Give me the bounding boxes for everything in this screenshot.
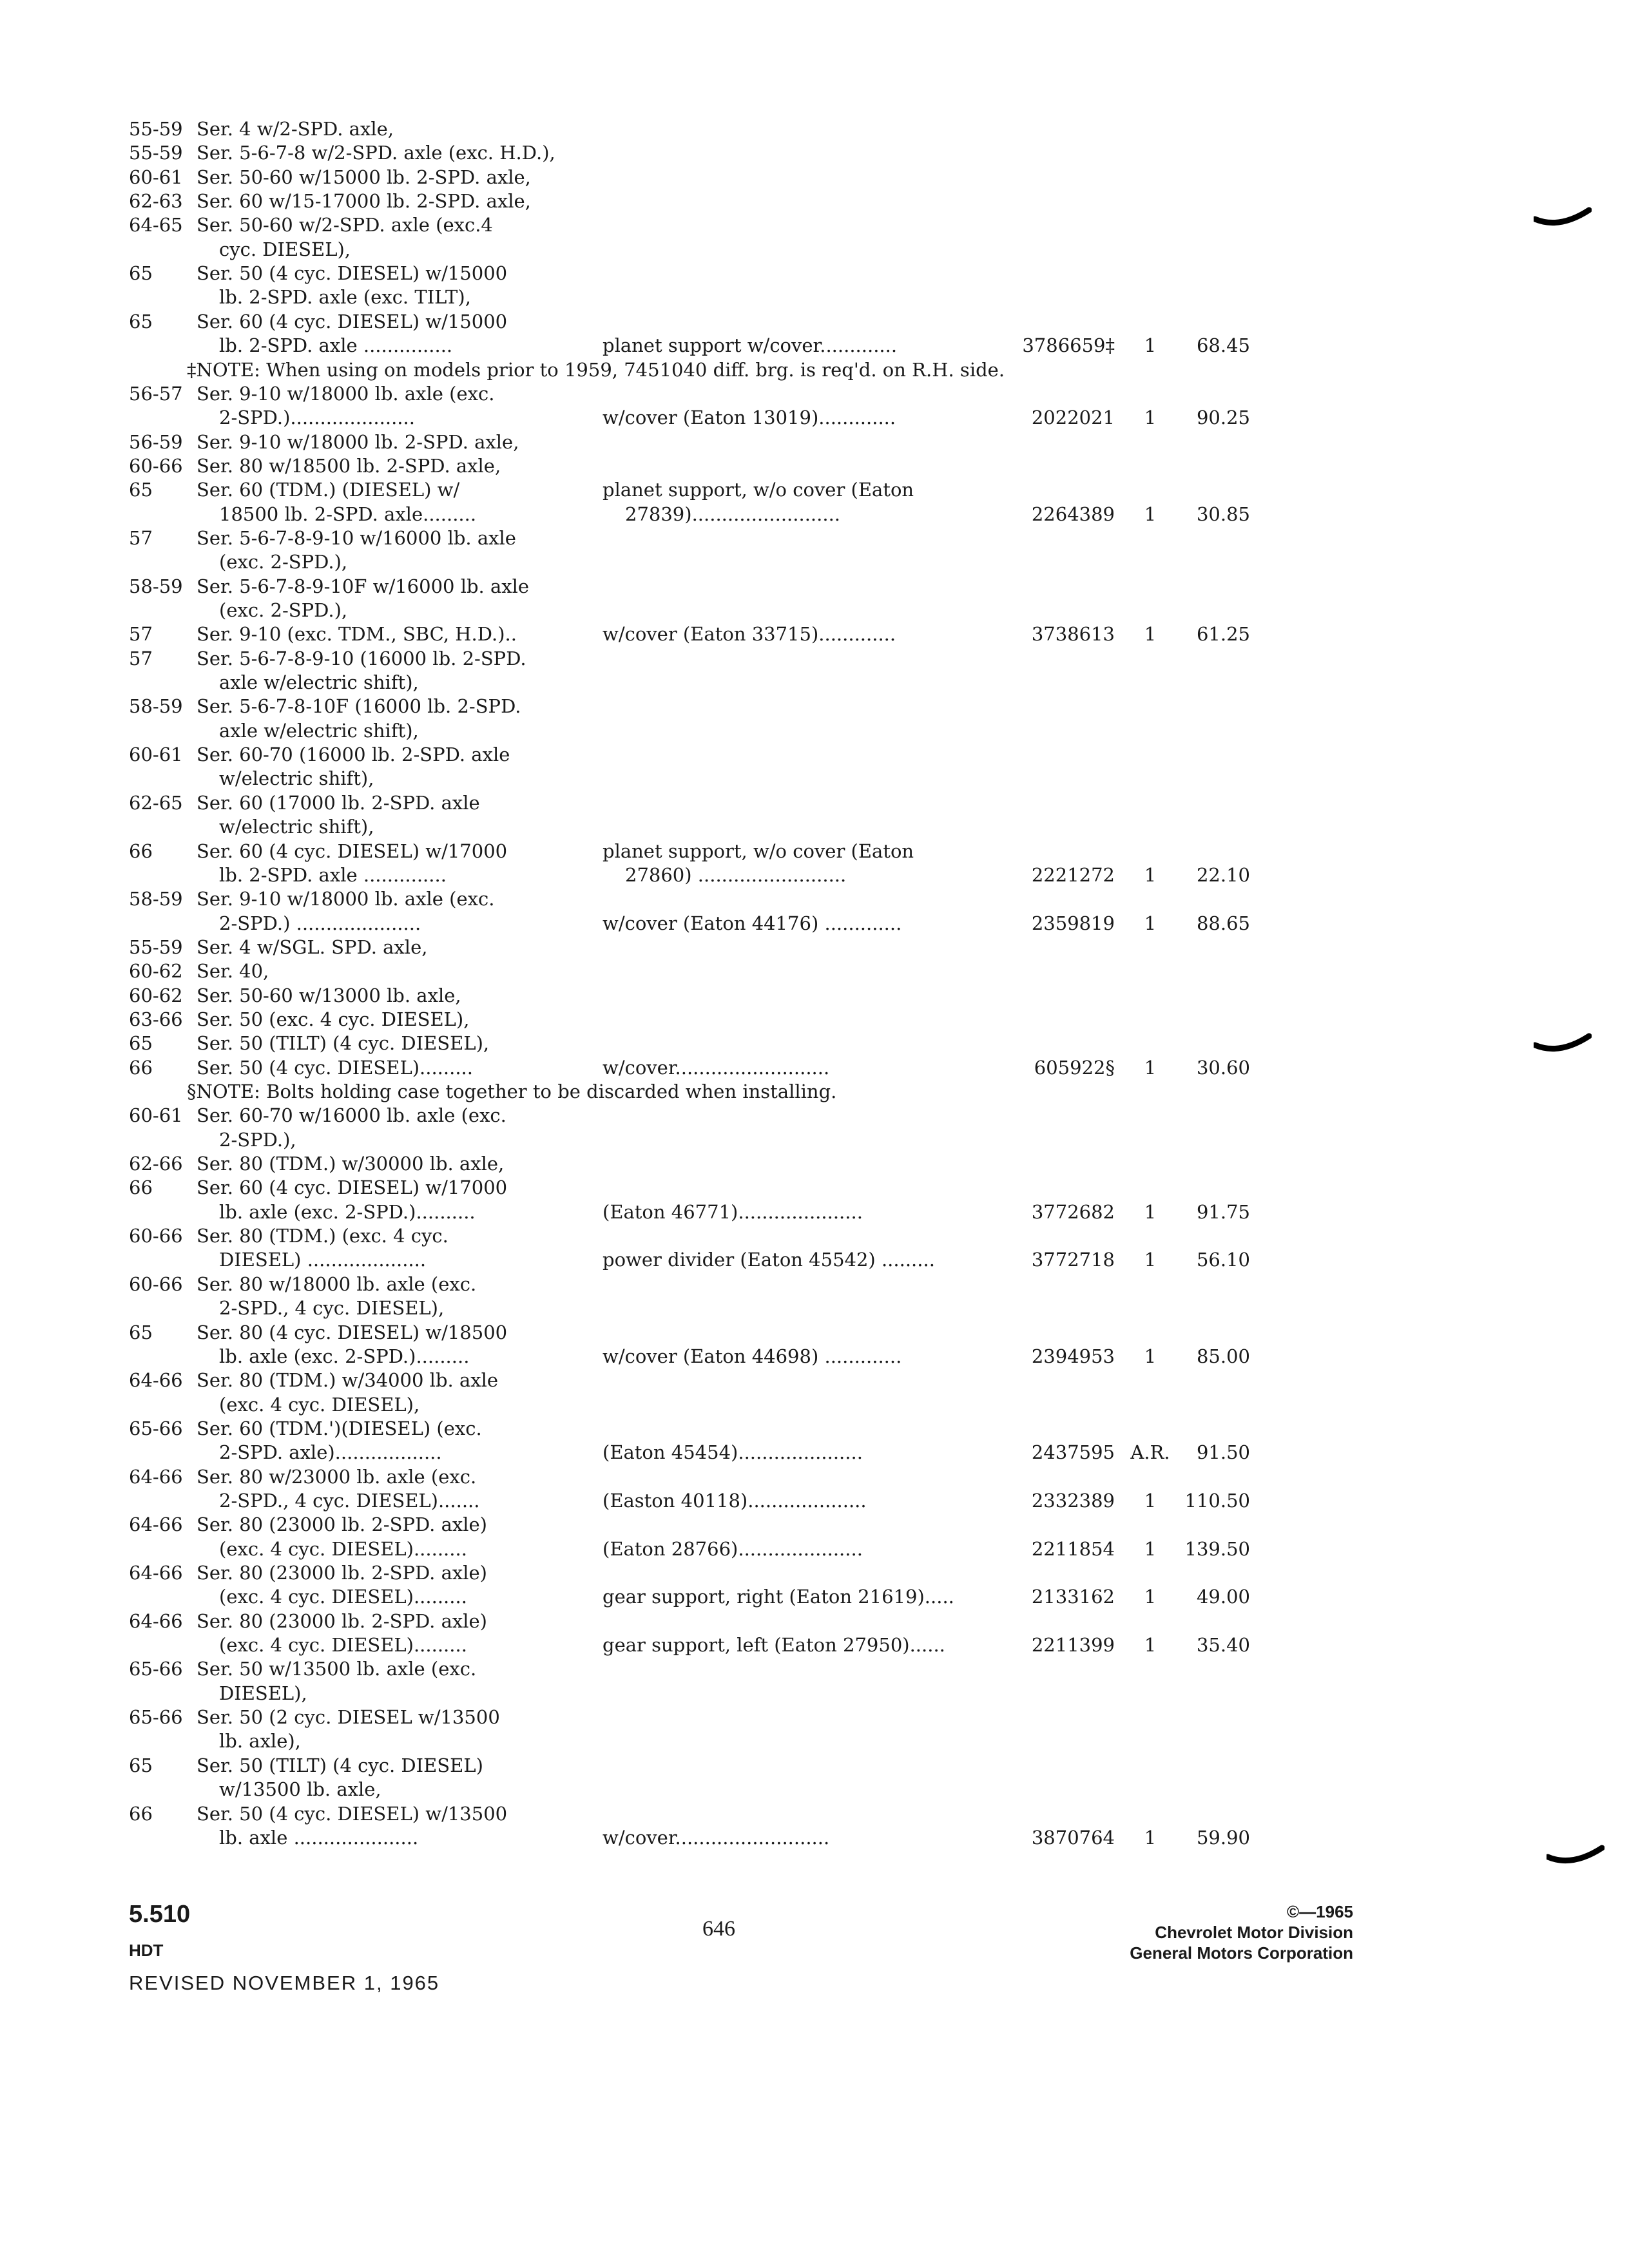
page-number: 646 [702, 1917, 735, 1941]
list-price: 22.10 [1196, 864, 1250, 886]
model-application: Ser. 50 w/13500 lb. axle (exc. [197, 1658, 477, 1680]
model-years: 60-61 [129, 166, 183, 188]
model-application: Ser. 50 (2 cyc. DIESEL w/13500 [197, 1706, 500, 1728]
part-number: 2133162 [1031, 1586, 1115, 1608]
part-description: planet support, w/o cover (Eaton [602, 840, 914, 862]
model-years: 64-66 [129, 1610, 183, 1632]
model-years: 57 [129, 623, 153, 645]
part-description: planet support w/cover............. [602, 334, 898, 356]
quantity: 1 [1144, 623, 1157, 645]
list-price: 30.60 [1196, 1057, 1250, 1079]
model-application: DIESEL), [219, 1682, 307, 1704]
quantity: 1 [1144, 864, 1157, 886]
model-application: Ser. 9-10 (exc. TDM., SBC, H.D.).. [197, 623, 517, 645]
model-years: 60-62 [129, 960, 183, 982]
part-number: 3738613 [1031, 623, 1115, 645]
model-application: w/13500 lb. axle, [219, 1778, 381, 1800]
model-application: Ser. 80 w/18500 lb. 2-SPD. axle, [197, 455, 501, 477]
model-application: 2-SPD.) ..................... [219, 912, 421, 934]
model-years: 65 [129, 479, 153, 501]
part-description: power divider (Eaton 45542) ......... [602, 1249, 935, 1271]
part-number: 2359819 [1031, 912, 1115, 934]
model-years: 60-66 [129, 1273, 183, 1295]
part-description: (Eaton 28766)..................... [602, 1538, 863, 1560]
model-application: Ser. 9-10 w/18000 lb. axle (exc. [197, 888, 495, 910]
model-years: 64-65 [129, 214, 183, 236]
part-number: 2437595 [1031, 1441, 1115, 1463]
model-application: Ser. 50 (4 cyc. DIESEL) w/13500 [197, 1803, 508, 1825]
model-application: (exc. 4 cyc. DIESEL), [219, 1394, 420, 1416]
model-years: 65 [129, 262, 153, 284]
part-description: w/cover (Eaton 44176) ............. [602, 912, 902, 934]
model-application: (exc. 4 cyc. DIESEL)......... [219, 1538, 467, 1560]
model-years: 66 [129, 1803, 153, 1825]
list-price: 30.85 [1196, 503, 1250, 525]
part-description: gear support, left (Eaton 27950)...... [602, 1634, 945, 1656]
model-application: Ser. 60 (TDM.) (DIESEL) w/ [197, 479, 460, 501]
model-application: Ser. 60 w/15-17000 lb. 2-SPD. axle, [197, 190, 531, 212]
publisher-division: Chevrolet Motor Division [1155, 1923, 1353, 1942]
model-years: 58-59 [129, 575, 183, 597]
part-number: 3772682 [1031, 1201, 1115, 1223]
model-application: 2-SPD., 4 cyc. DIESEL), [219, 1297, 445, 1319]
model-application: Ser. 40, [197, 960, 269, 982]
model-application: lb. axle (exc. 2-SPD.).......... [219, 1201, 476, 1223]
model-application: Ser. 80 w/23000 lb. axle (exc. [197, 1466, 477, 1488]
model-years: 55-59 [129, 936, 183, 958]
quantity: 1 [1144, 1634, 1157, 1656]
list-price: 91.75 [1196, 1201, 1250, 1223]
model-application: Ser. 60 (TDM.')(DIESEL) (exc. [197, 1418, 482, 1439]
model-application: Ser. 80 (23000 lb. 2-SPD. axle) [197, 1610, 488, 1632]
quantity: 1 [1144, 1249, 1157, 1271]
model-years: 58-59 [129, 695, 183, 717]
model-years: 64-66 [129, 1369, 183, 1391]
list-price: 35.40 [1196, 1634, 1250, 1656]
part-number: 2211854 [1031, 1538, 1115, 1560]
binder-mark-middle [1534, 1031, 1592, 1057]
model-application: cyc. DIESEL), [219, 238, 351, 260]
section-number: 5.510 [129, 1901, 191, 1928]
model-application: Ser. 5-6-7-8-9-10 w/16000 lb. axle [197, 527, 516, 549]
part-number: 3870764 [1031, 1827, 1115, 1849]
publisher-corporation: General Motors Corporation [1130, 1943, 1353, 1963]
model-application: w/electric shift), [219, 816, 374, 838]
quantity: 1 [1144, 1057, 1157, 1079]
model-application: Ser. 60-70 (16000 lb. 2-SPD. axle [197, 744, 510, 765]
model-application: Ser. 9-10 w/18000 lb. 2-SPD. axle, [197, 431, 519, 453]
model-years: 56-57 [129, 383, 183, 405]
model-application: Ser. 50 (TILT) (4 cyc. DIESEL) [197, 1754, 483, 1776]
list-price: 90.25 [1196, 407, 1250, 428]
model-years: 57 [129, 527, 153, 549]
model-application: lb. axle), [219, 1730, 301, 1752]
model-years: 56-59 [129, 431, 183, 453]
binder-mark-top [1534, 205, 1592, 231]
model-application: Ser. 5-6-7-8 w/2-SPD. axle (exc. H.D.), [197, 142, 555, 164]
model-application: Ser. 80 (TDM.) (exc. 4 cyc. [197, 1225, 448, 1247]
model-application: Ser. 5-6-7-8-9-10 (16000 lb. 2-SPD. [197, 648, 526, 669]
model-years: 55-59 [129, 118, 183, 140]
model-application: lb. axle ..................... [219, 1827, 419, 1849]
model-application: Ser. 5-6-7-8-9-10F w/16000 lb. axle [197, 575, 530, 597]
model-years: 62-63 [129, 190, 183, 212]
quantity: 1 [1144, 334, 1157, 356]
model-application: Ser. 60 (4 cyc. DIESEL) w/17000 [197, 1177, 508, 1198]
quantity: 1 [1144, 1345, 1157, 1367]
part-description: (Eaton 46771)..................... [602, 1201, 863, 1223]
section-code: HDT [129, 1941, 164, 1960]
model-years: 66 [129, 1177, 153, 1198]
binder-mark-bottom [1547, 1843, 1605, 1869]
list-price: 85.00 [1196, 1345, 1250, 1367]
model-years: 65-66 [129, 1658, 183, 1680]
footnote: §NOTE: Bolts holding case together to be discarded when installing. [187, 1081, 837, 1102]
model-application: Ser. 50 (4 cyc. DIESEL) w/15000 [197, 262, 508, 284]
list-price: 68.45 [1196, 334, 1250, 356]
part-number: 2221272 [1031, 864, 1115, 886]
model-application: Ser. 80 (23000 lb. 2-SPD. axle) [197, 1562, 488, 1584]
model-application: Ser. 50-60 w/13000 lb. axle, [197, 985, 461, 1006]
model-application: axle w/electric shift), [219, 720, 419, 742]
model-years: 64-66 [129, 1466, 183, 1488]
part-description: 27839)......................... [625, 503, 841, 525]
model-years: 65 [129, 1754, 153, 1776]
model-years: 60-62 [129, 985, 183, 1006]
part-description: 27860) ......................... [625, 864, 847, 886]
quantity: 1 [1144, 1827, 1157, 1849]
part-number: 3786659‡ [1022, 334, 1115, 356]
model-application: Ser. 80 (TDM.) w/34000 lb. axle [197, 1369, 499, 1391]
part-number: 2211399 [1031, 1634, 1115, 1656]
part-description: (Easton 40118).................... [602, 1490, 867, 1512]
model-application: Ser. 50-60 w/2-SPD. axle (exc.4 [197, 214, 493, 236]
model-years: 65 [129, 311, 153, 332]
model-application: (exc. 4 cyc. DIESEL)......... [219, 1634, 467, 1656]
model-years: 64-66 [129, 1514, 183, 1535]
model-application: 2-SPD.), [219, 1129, 296, 1151]
part-description: gear support, right (Eaton 21619)..... [602, 1586, 954, 1608]
model-application: Ser. 50-60 w/15000 lb. 2-SPD. axle, [197, 166, 531, 188]
model-application: (exc. 2-SPD.), [219, 599, 348, 621]
model-years: 62-65 [129, 792, 183, 814]
model-years: 58-59 [129, 888, 183, 910]
model-application: lb. 2-SPD. axle ............... [219, 334, 453, 356]
model-application: (exc. 4 cyc. DIESEL)......... [219, 1586, 467, 1608]
model-application: (exc. 2-SPD.), [219, 551, 348, 573]
quantity: 1 [1144, 1586, 1157, 1608]
model-years: 60-61 [129, 744, 183, 765]
model-application: Ser. 80 w/18000 lb. axle (exc. [197, 1273, 477, 1295]
model-years: 65-66 [129, 1418, 183, 1439]
part-description: w/cover.......................... [602, 1827, 830, 1849]
part-number: 2264389 [1031, 503, 1115, 525]
list-price: 91.50 [1196, 1441, 1250, 1463]
quantity: 1 [1144, 1490, 1157, 1512]
model-years: 64-66 [129, 1562, 183, 1584]
model-application: 2-SPD.)..................... [219, 407, 415, 428]
model-application: Ser. 4 w/SGL. SPD. axle, [197, 936, 428, 958]
part-description: w/cover (Eaton 13019)............. [602, 407, 896, 428]
model-years: 60-61 [129, 1104, 183, 1126]
part-number: 2332389 [1031, 1490, 1115, 1512]
list-price: 56.10 [1196, 1249, 1250, 1271]
part-description: w/cover (Eaton 33715)............. [602, 623, 896, 645]
model-application: Ser. 80 (TDM.) w/30000 lb. axle, [197, 1153, 505, 1175]
quantity: 1 [1144, 503, 1157, 525]
model-application: Ser. 50 (exc. 4 cyc. DIESEL), [197, 1008, 470, 1030]
list-price: 139.50 [1184, 1538, 1250, 1560]
model-application: Ser. 50 (4 cyc. DIESEL)......... [197, 1057, 473, 1079]
part-description: w/cover (Eaton 44698) ............. [602, 1345, 902, 1367]
model-years: 62-66 [129, 1153, 183, 1175]
copyright: ©—1965 [1287, 1902, 1353, 1921]
revision-date: REVISED NOVEMBER 1, 1965 [129, 1972, 440, 1994]
model-years: 55-59 [129, 142, 183, 164]
model-application: Ser. 60 (4 cyc. DIESEL) w/17000 [197, 840, 508, 862]
model-application: w/electric shift), [219, 767, 374, 789]
model-application: Ser. 5-6-7-8-10F (16000 lb. 2-SPD. [197, 695, 521, 717]
model-application: Ser. 50 (TILT) (4 cyc. DIESEL), [197, 1032, 490, 1054]
model-application: Ser. 80 (23000 lb. 2-SPD. axle) [197, 1514, 488, 1535]
model-years: 66 [129, 840, 153, 862]
list-price: 61.25 [1196, 623, 1250, 645]
list-price: 49.00 [1196, 1586, 1250, 1608]
model-years: 63-66 [129, 1008, 183, 1030]
part-number: 3772718 [1031, 1249, 1115, 1271]
list-price: 88.65 [1196, 912, 1250, 934]
model-application: Ser. 4 w/2-SPD. axle, [197, 118, 394, 140]
model-years: 57 [129, 648, 153, 669]
list-price: 59.90 [1196, 1827, 1250, 1849]
quantity: 1 [1144, 1201, 1157, 1223]
model-application: Ser. 60 (4 cyc. DIESEL) w/15000 [197, 311, 508, 332]
part-number: 2394953 [1031, 1345, 1115, 1367]
model-application: lb. axle (exc. 2-SPD.)......... [219, 1345, 470, 1367]
model-years: 60-66 [129, 455, 183, 477]
part-description: planet support, w/o cover (Eaton [602, 479, 914, 501]
footnote: ‡NOTE: When using on models prior to 1959, 7451040 diff. brg. is req'd. on R.H. side. [187, 359, 1005, 381]
model-application: axle w/electric shift), [219, 671, 419, 693]
quantity: 1 [1144, 407, 1157, 428]
quantity: A.R. [1130, 1441, 1170, 1463]
quantity: 1 [1144, 912, 1157, 934]
model-years: 60-66 [129, 1225, 183, 1247]
model-application: 2-SPD. axle).................. [219, 1441, 442, 1463]
model-years: 65-66 [129, 1706, 183, 1728]
model-application: 2-SPD., 4 cyc. DIESEL)....... [219, 1490, 480, 1512]
model-years: 65 [129, 1321, 153, 1343]
model-application: Ser. 80 (4 cyc. DIESEL) w/18500 [197, 1321, 508, 1343]
model-application: Ser. 60 (17000 lb. 2-SPD. axle [197, 792, 480, 814]
model-years: 65 [129, 1032, 153, 1054]
model-application: 18500 lb. 2-SPD. axle......... [219, 503, 477, 525]
part-number: 605922§ [1034, 1057, 1115, 1079]
model-application: Ser. 9-10 w/18000 lb. axle (exc. [197, 383, 495, 405]
part-description: w/cover.......................... [602, 1057, 830, 1079]
list-price: 110.50 [1184, 1490, 1250, 1512]
model-application: lb. 2-SPD. axle (exc. TILT), [219, 286, 471, 308]
quantity: 1 [1144, 1538, 1157, 1560]
model-application: DIESEL) .................... [219, 1249, 427, 1271]
model-application: Ser. 60-70 w/16000 lb. axle (exc. [197, 1104, 506, 1126]
part-number: 2022021 [1031, 407, 1115, 428]
part-description: (Eaton 45454)..................... [602, 1441, 863, 1463]
model-application: lb. 2-SPD. axle .............. [219, 864, 447, 886]
model-years: 66 [129, 1057, 153, 1079]
